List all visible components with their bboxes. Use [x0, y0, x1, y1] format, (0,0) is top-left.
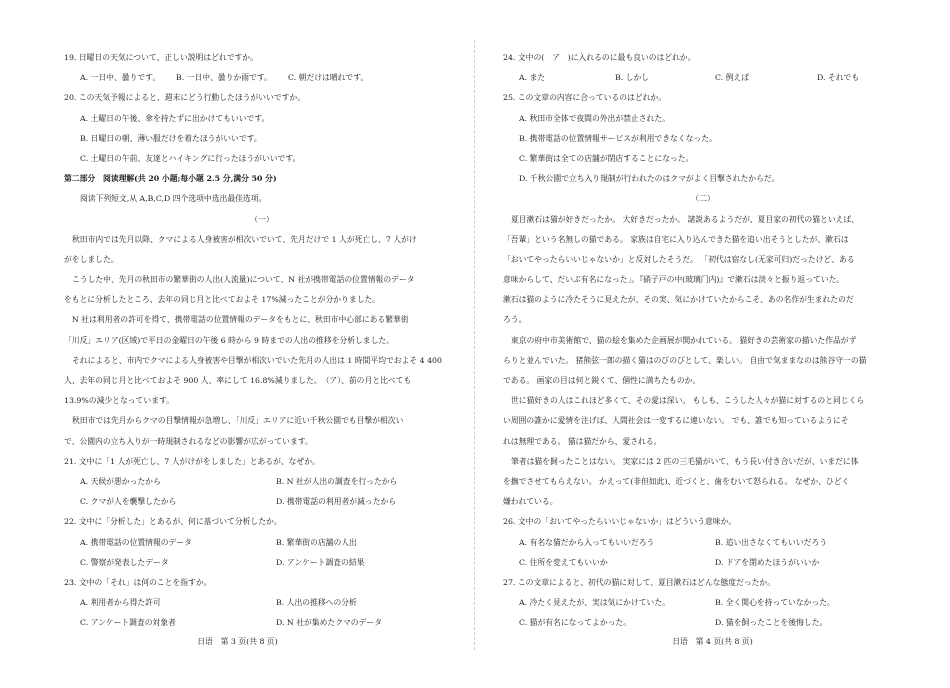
q25-option-b: B. 携帯電話の位置情報サービスが利用できなくなった。 [519, 133, 717, 143]
q19-stem: 19. 日曜日の天気について、正しい説明はどれですか。 [64, 53, 258, 62]
q20-option-a: A. 土曜日の午後、傘を持たずに出かけてもいいです。 [80, 113, 270, 123]
q25-option-c: C. 繁華街は全ての店舗が閉店することになった。 [519, 153, 694, 163]
passage1-line: N 社は利用者の許可を得て、携帯電話の位置情報のデータをもとに、秋田市中心部にある繁華街 [72, 315, 409, 325]
passage2-line: 嫌われている。 [503, 497, 558, 507]
passage2-line: 「おいてやったらいいじゃないか」と反対したそうだ。 「初代は宿なし(无家可归)だったけど、ある [503, 254, 855, 264]
passage2-line: 世に猫好きの人はこれほど多くて、その愛は深い。 もしも、こうした人々が猫に対するのと同じくら [511, 396, 865, 406]
q23-option-b: B. 人出の推移への分析 [276, 598, 357, 608]
passage1-line: それによると、市内でクマによる人身被害や目撃が相次いでいた先月の人出は 1 時間平均でおよそ 4 400 [72, 355, 442, 365]
passage2-line: を撫でさせてもらえない。 かえって(非但如此)、近づくと、歯をむいて怒られる。 なぜか、ひどく [503, 476, 850, 486]
q19-options [64, 68, 460, 88]
q24-option-c: C. 例えば [715, 73, 750, 83]
q20-stem: 20. この天気予報によると、週末にどう行動したほうがいいですか。 [64, 93, 305, 103]
q27-option-c: C. 猫が有名になってよかった。 [519, 618, 632, 628]
q21-options-row2 [64, 492, 460, 512]
passage2-line: 夏目漱石は猫が好きだったか。 大好きだったか。 諸説あるようだが、夏目家の初代の猫といえば、 [511, 214, 860, 224]
q19-option-a: A. 一日中、曇りです。 [80, 73, 161, 83]
passage1-line: 人、去年の同じ月と比べておよそ 900 人、率にして 16.8%減りました。 （ア）、前の月と比べても [64, 376, 412, 385]
q23-stem: 23. 文中の「それ」は何のことを指すか。 [64, 577, 212, 587]
q27-stem: 27. この文章によると、初代の猫に対して、夏目漱石はどんな態度だったか。 [503, 577, 776, 587]
q19-option-b: B. 一日中、曇りか雨です。 [176, 73, 272, 83]
q24-stem: 24. 文中の( ア )に入れるのに最も良いのはどれか。 [503, 53, 696, 62]
q20-option-b: B. 日曜日の朝、薄い服だけを着たほうがいいです。 [80, 133, 262, 143]
q26-option-a: A. 有名な猫だから入ってもいいだろう [519, 537, 655, 547]
passage2-line: 漱石は猫のように冷たそうに見えたが、その実、気にかけていたからこそ、あの名作が生まれたのだ [503, 295, 854, 305]
passage1-line: 秋田市では先月からクマの目撃情報が急増し、「川反」エリアに近い千秋公園でも目撃が相次い [72, 416, 404, 426]
passage1-line: 「川反」エリア(区域)で平日の金曜日の午後 6 時から 9 時までの人出の推移を分析しました。 [64, 335, 394, 345]
q21-option-d: D. 携帯電話の利用者が減ったから [276, 497, 397, 507]
q25-stem: 25. この文章の内容に合っているのはどれか。 [503, 93, 667, 103]
q26-option-c: C. 住所を変えてもいいか [519, 557, 608, 567]
q19-option-c: C. 朝だけは晴れです。 [288, 73, 369, 83]
part2-heading: 第二部分 阅读理解(共 20 小题;每小题 2.5 分,满分 50 分) [64, 174, 277, 184]
passage2-line: い周囲の誰かに愛情を注げば、人間社会は一変するに違いない。 でも、誰でも知っているようにそ [503, 416, 849, 426]
q20-option-c: C. 土曜日の午前、友達とハイキングに行ったほうがいいです。 [80, 153, 301, 163]
q27-options-row1 [503, 593, 903, 613]
passage2-line: 東京の府中市美術館で、猫の絵を集めた企画展が開かれている。 猫好きの芸術家の描いた作品がず [511, 335, 857, 345]
q23-options-row1 [64, 593, 460, 613]
q23-option-d: D. N 社が集めたクマのデータ [276, 618, 382, 628]
q26-option-d: D. ドアを閉めたほうがいいか [715, 557, 820, 567]
passage2-line: である。 画家の目は何と鋭くて、個性に満ちたものか。 [503, 376, 701, 385]
q24-options [503, 68, 903, 88]
passage2-line: らりと並んでいた。 猪熊弦一郎の描く猫はのびのびとして、楽しい。 自由で気ままなのは熊谷守一の猫 [503, 355, 867, 365]
q23-options-row2 [64, 613, 460, 633]
passage2-line: 筆者は猫を飼ったことはない。 実家には 2 匹の三毛猫がいて、もう長い付き合いだが、いまだに体 [511, 456, 859, 466]
q22-options-row1 [64, 533, 460, 553]
q22-option-a: A. 携帯電話の位置情報のデータ [80, 537, 192, 547]
passage2-line: 意味からして、だいぶ有名になった」。『硝子戸の中(玻璃门内)』で漱石は淡々と振り返っていた。 [503, 275, 845, 285]
passage1-line: こうした中、先月の秋田市の繁華街の人出(人流量)について、N 社が携帯電話の位置情報のデータ [72, 275, 415, 285]
q24-option-d: D. それでも [817, 73, 860, 83]
passage2-line: ろう。 [503, 315, 527, 325]
q26-options-row1 [503, 533, 903, 553]
q26-stem: 26. 文中の「おいてやったらいいじゃないか」はどういう意味か。 [503, 517, 737, 527]
q27-options-row2 [503, 613, 903, 633]
passage1-line: をもとに分析したところ、去年の同じ月と比べておよそ 17%減ったことが分かりました。 [64, 295, 381, 305]
passage2-line: れは無理である。 猫は猫だから、愛される。 [503, 436, 662, 446]
q22-options-row2 [64, 553, 460, 573]
q25-option-d: D. 千秋公園で立ち入り規制が行われたのはクマがよく目撃されたからだ。 [519, 174, 780, 184]
q23-option-a: A. 利用者から得た許可 [80, 598, 161, 608]
page-3-footer: 日语 第 3 页(共 8 页) [197, 637, 278, 646]
q27-option-b: B. 全く関心を持っていなかった。 [715, 598, 835, 608]
q24-option-a: A. また [519, 73, 546, 83]
passage1-line: 秋田市内では先月以降、クマによる人身被害が相次いでいて、先月だけで 1 人が死亡し、7 人がけ [72, 234, 417, 244]
q22-stem: 22. 文中に「分析した」とあるが、何に基づいて分析したか。 [64, 517, 282, 527]
q22-option-b: B. 繁華街の店舗の人出 [276, 537, 357, 547]
q21-option-a: A. 天候が悪かったから [80, 476, 161, 486]
q25-option-a: A. 秋田市全体で夜間の外出が禁止された。 [519, 113, 670, 123]
q26-option-b: B. 追い出さなくてもいいだろう [715, 537, 828, 547]
part2-instruction: 阅读下列短文,从 A,B,C,D 四个选项中选出最佳选项。 [80, 194, 267, 204]
q27-option-a: A. 冷たく見えたが、実は気にかけていた。 [519, 598, 670, 608]
q27-option-d: D. 猫を飼ったことを後悔した。 [715, 618, 828, 628]
q21-stem: 21. 文中に「1 人が死亡し、7 人がけがをしました」とあるが、なぜか。 [64, 456, 320, 466]
q23-option-c: C. アンケート調査の対象者 [80, 618, 176, 628]
passage2-line: 「吾輩」という名無しの猫である。 家族は自宅に入り込んできた猫を追い出そうとしたが、漱石は [503, 234, 849, 244]
page-3-column [64, 48, 460, 633]
q22-option-d: D. アンケート調査の結果 [276, 557, 365, 567]
q26-options-row2 [503, 553, 903, 573]
q22-option-c: C. 警察が発表したデータ [80, 557, 169, 567]
passage1-line: 13.9%の減少となっています。 [64, 396, 174, 406]
page-4-column [503, 48, 903, 633]
page-4 [475, 0, 950, 688]
section-label-2: （二） [691, 194, 715, 204]
q21-option-b: B. N 社が人出の調査を行ったから [276, 476, 398, 486]
passage1-line: がをしました。 [64, 254, 119, 264]
q21-options-row1 [64, 472, 460, 492]
q21-option-c: C. クマが人を襲撃したから [80, 497, 177, 507]
page-4-footer: 日语 第 4 页(共 8 页) [672, 637, 753, 646]
passage1-line: で、公園内の立ち入りが一時規制されるなどの影響が広がっています。 [64, 436, 313, 446]
section-label-1: （一） [250, 214, 274, 224]
q24-option-b: B. しかし [615, 73, 650, 83]
